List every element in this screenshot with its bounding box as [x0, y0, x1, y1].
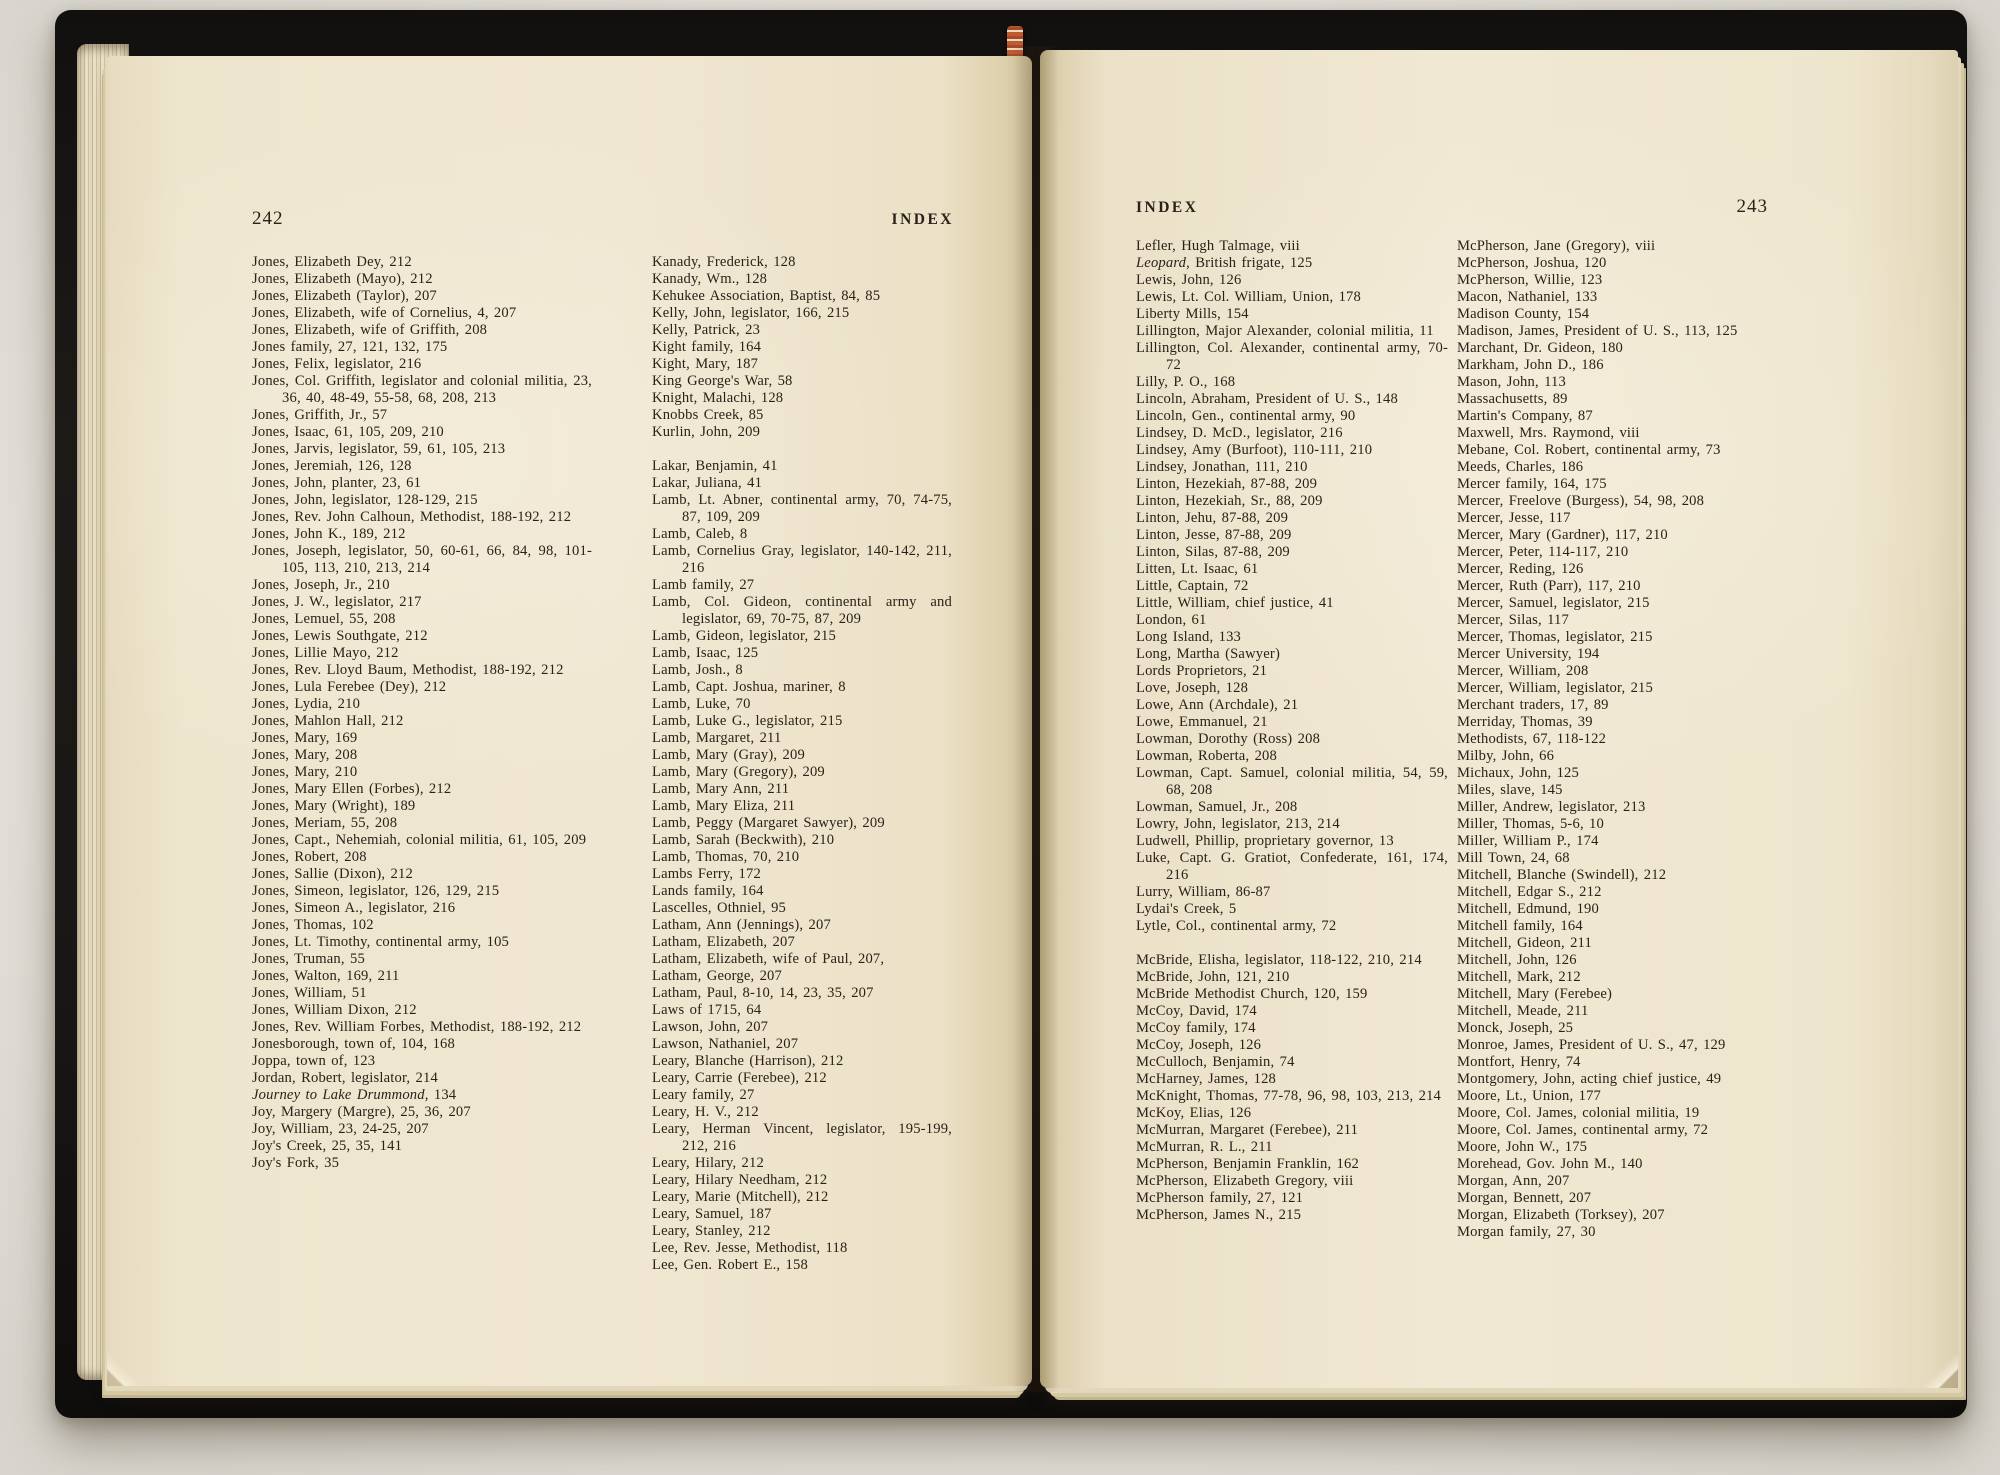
index-entry: Mercer, Peter, 114-117, 210 [1457, 544, 1629, 560]
index-entry: Jones, Lt. Timothy, continental army, 105 [252, 934, 510, 950]
index-entry: Jones, John, planter, 23, 61 [252, 475, 422, 491]
index-entry: Jones, Truman, 55 [252, 951, 365, 967]
index-entry: Lamb, Lt. Abner, continental army, 70, 74-75, 87, 109, 209 [652, 492, 952, 525]
index-entry: Joy's Fork, 35 [252, 1155, 340, 1171]
index-entry: Mercer, William, 208 [1457, 663, 1589, 679]
index-entry: McKoy, Elias, 126 [1136, 1105, 1252, 1121]
index-entry: Mercer, Samuel, legislator, 215 [1457, 595, 1650, 611]
index-entry: Jones, Sallie (Dixon), 212 [252, 866, 413, 882]
index-entry: Lawson, Nathaniel, 207 [652, 1036, 799, 1052]
index-entry: Mercer, Reding, 126 [1457, 561, 1584, 577]
index-entry: Leary, Carrie (Ferebee), 212 [652, 1070, 827, 1086]
index-entry: Lamb, Cornelius Gray, legislator, 140-142, 211, 216 [652, 543, 952, 576]
index-entry: McPherson, James N., 215 [1136, 1207, 1302, 1223]
index-entry: Leary, H. V., 212 [652, 1104, 759, 1120]
index-entry: Meeds, Charles, 186 [1457, 459, 1584, 475]
index-entry: Leary, Samuel, 187 [652, 1206, 772, 1222]
index-entry: Leary, Hilary Needham, 212 [652, 1172, 828, 1188]
index-entry: Lamb, Capt. Joshua, mariner, 8 [652, 679, 846, 695]
index-entry: Jones, Felix, legislator, 216 [252, 356, 422, 372]
index-entry: Jones, Thomas, 102 [252, 917, 374, 933]
index-entry: Mitchell, Blanche (Swindell), 212 [1457, 867, 1667, 883]
index-entry: Joy, William, 23, 24-25, 207 [252, 1121, 429, 1137]
index-entry: Kurlin, John, 209 [652, 424, 761, 440]
index-entry: Mitchell, Meade, 211 [1457, 1003, 1589, 1019]
index-entry: Leopard, British frigate, 125 [1136, 255, 1313, 271]
page-number-right: 243 [1736, 196, 1768, 217]
index-entry: Kanady, Frederick, 128 [652, 254, 796, 270]
index-entry: Lamb, Luke G., legislator, 215 [652, 713, 843, 729]
index-entry: Jones, Walton, 169, 211 [252, 968, 400, 984]
index-entry: Mercer, Mary (Gardner), 117, 210 [1457, 527, 1668, 543]
index-entry: Lamb, Caleb, 8 [652, 526, 748, 542]
index-entry: Long Island, 133 [1136, 629, 1242, 645]
index-title-right: INDEX [1136, 199, 1199, 216]
index-entry: Macon, Nathaniel, 133 [1457, 289, 1598, 305]
running-head-left [252, 208, 954, 230]
left-page [107, 56, 1032, 1386]
page-number-left: 242 [252, 208, 284, 229]
index-entry: Jones, Lewis Southgate, 212 [252, 628, 428, 644]
index-entry: Jordan, Robert, legislator, 214 [252, 1070, 438, 1086]
index-entry: Love, Joseph, 128 [1136, 680, 1249, 696]
index-entry: Jones, Mary, 208 [252, 747, 358, 763]
index-entry: McHarney, James, 128 [1136, 1071, 1277, 1087]
index-entry: Mercer, William, legislator, 215 [1457, 680, 1654, 696]
index-entry: Mason, John, 113 [1457, 374, 1566, 390]
index-entry: Jones, John K., 189, 212 [252, 526, 406, 542]
index-entry: Lamb, Sarah (Beckwith), 210 [652, 832, 835, 848]
index-entry: McPherson, Willie, 123 [1457, 272, 1603, 288]
index-entry: Lamb, Thomas, 70, 210 [652, 849, 800, 865]
index-entry: Leary, Stanley, 212 [652, 1223, 771, 1239]
index-entry: Mercer, Silas, 117 [1457, 612, 1569, 628]
index-entry: Knight, Malachi, 128 [652, 390, 784, 406]
index-entry: Miller, William P., 174 [1457, 833, 1599, 849]
index-entry: Merriday, Thomas, 39 [1457, 714, 1593, 730]
index-entry: Linton, Hezekiah, 87-88, 209 [1136, 476, 1318, 492]
index-entry: Kelly, John, legislator, 166, 215 [652, 305, 850, 321]
index-entry: Leary family, 27 [652, 1087, 755, 1103]
index-entry: Lewis, Lt. Col. William, Union, 178 [1136, 289, 1361, 305]
index-entry: Jones, Isaac, 61, 105, 209, 210 [252, 424, 444, 440]
index-entry: Jones, Elizabeth, wife of Cornelius, 4, 207 [252, 305, 517, 321]
index-entry: Jones, Elizabeth Dey, 212 [252, 254, 412, 270]
index-entry: Linton, Hezekiah, Sr., 88, 209 [1136, 493, 1323, 509]
index-entry: Mitchell, Mary (Ferebee) [1457, 986, 1613, 1002]
index-entry: McBride, John, 121, 210 [1136, 969, 1290, 985]
index-entry: Lilly, P. O., 168 [1136, 374, 1236, 390]
index-entry: Mitchell, Gideon, 211 [1457, 935, 1592, 951]
index-entry: Maxwell, Mrs. Raymond, viii [1457, 425, 1640, 441]
index-entry: Latham, Elizabeth, wife of Paul, 207, [652, 951, 885, 967]
index-entry: Kight, Mary, 187 [652, 356, 759, 372]
index-entry: Lillington, Col. Alexander, continental army, 70-72 [1136, 340, 1448, 373]
index-entry: McPherson family, 27, 121 [1136, 1190, 1304, 1206]
index-entry: Madison County, 154 [1457, 306, 1590, 322]
index-entry: Joy, Margery (Margre), 25, 36, 207 [252, 1104, 471, 1120]
index-entry: Mitchell, Edmund, 190 [1457, 901, 1599, 917]
index-entry: Lamb family, 27 [652, 577, 755, 593]
index-entry: Mercer, Jesse, 117 [1457, 510, 1571, 526]
index-entry: Linton, Jesse, 87-88, 209 [1136, 527, 1292, 543]
index-entry: Little, Captain, 72 [1136, 578, 1249, 594]
index-entry: Jones, Elizabeth (Taylor), 207 [252, 288, 437, 304]
book [55, 10, 1967, 1418]
index-entry: Lamb, Mary Eliza, 211 [652, 798, 796, 814]
index-entry: Litten, Lt. Isaac, 61 [1136, 561, 1259, 577]
index-entry: Mitchell, Edgar S., 212 [1457, 884, 1602, 900]
index-entry: Leary, Blanche (Harrison), 212 [652, 1053, 844, 1069]
index-column-4 [1457, 238, 1762, 1241]
index-entry: Kanady, Wm., 128 [652, 271, 768, 287]
index-entry: Latham, George, 207 [652, 968, 782, 984]
index-entry: McCulloch, Benjamin, 74 [1136, 1054, 1295, 1070]
index-entry: Lamb, Mary Ann, 211 [652, 781, 790, 797]
index-entry: Marchant, Dr. Gideon, 180 [1457, 340, 1624, 356]
index-entry: Lamb, Josh., 8 [652, 662, 743, 678]
index-entry: Joppa, town of, 123 [252, 1053, 376, 1069]
index-entry: Markham, John D., 186 [1457, 357, 1604, 373]
index-entry: Leary, Herman Vincent, legislator, 195-199, 212, 216 [652, 1121, 952, 1154]
index-entry: McCoy, Joseph, 126 [1136, 1037, 1262, 1053]
index-entry: McBride Methodist Church, 120, 159 [1136, 986, 1368, 1002]
index-entry: Jones, Jeremiah, 126, 128 [252, 458, 412, 474]
index-entry: Lawson, John, 207 [652, 1019, 769, 1035]
index-entry: Lee, Rev. Jesse, Methodist, 118 [652, 1240, 848, 1256]
index-entry: Martin's Company, 87 [1457, 408, 1593, 424]
index-entry: Jones, Meriam, 55, 208 [252, 815, 398, 831]
index-entry: Jones, Capt., Nehemiah, colonial militia, 61, 105, 209 [252, 832, 587, 848]
index-entry: Mebane, Col. Robert, continental army, 73 [1457, 442, 1721, 458]
index-entry: Monroe, James, President of U. S., 47, 129 [1457, 1037, 1726, 1053]
index-entry: Jones, Jarvis, legislator, 59, 61, 105, 213 [252, 441, 506, 457]
index-entry: Jones, J. W., legislator, 217 [252, 594, 422, 610]
index-entry: Lowman, Samuel, Jr., 208 [1136, 799, 1298, 815]
index-entry: Lillington, Major Alexander, colonial militia, 11 [1136, 323, 1434, 339]
index-entry: Lefler, Hugh Talmage, viii [1136, 238, 1300, 254]
index-entry: Morgan, Bennett, 207 [1457, 1190, 1592, 1206]
index-entry: Lowman, Dorothy (Ross) 208 [1136, 731, 1321, 747]
index-entry: Jones, Robert, 208 [252, 849, 367, 865]
page-corner-curl [107, 1352, 141, 1386]
index-entry: Monck, Joseph, 25 [1457, 1020, 1574, 1036]
index-entry: Lytle, Col., continental army, 72 [1136, 918, 1337, 934]
index-entry: McPherson, Benjamin Franklin, 162 [1136, 1156, 1359, 1172]
index-entry: Moore, Col. James, colonial militia, 19 [1457, 1105, 1700, 1121]
index-entry: Morgan family, 27, 30 [1457, 1224, 1596, 1240]
index-entry: McPherson, Jane (Gregory), viii [1457, 238, 1656, 254]
index-entry: Morgan, Ann, 207 [1457, 1173, 1570, 1189]
index-entry: Mitchell, Mark, 212 [1457, 969, 1581, 985]
index-entry: Jones, Lula Ferebee (Dey), 212 [252, 679, 447, 695]
index-entry: McBride, Elisha, legislator, 118-122, 210, 214 [1136, 952, 1422, 968]
index-entry: Lamb, Luke, 70 [652, 696, 751, 712]
index-entry: McPherson, Elizabeth Gregory, viii [1136, 1173, 1354, 1189]
index-entry: Jones, William Dixon, 212 [252, 1002, 417, 1018]
index-entry: Jones family, 27, 121, 132, 175 [252, 339, 448, 355]
index-entry: Mill Town, 24, 68 [1457, 850, 1570, 866]
index-entry: Jones, Mary, 210 [252, 764, 358, 780]
index-entry: Jones, Mary (Wright), 189 [252, 798, 416, 814]
index-entry: Lamb, Mary (Gregory), 209 [652, 764, 825, 780]
index-entry: Jones, Joseph, Jr., 210 [252, 577, 390, 593]
index-entry: Ludwell, Phillip, proprietary governor, 13 [1136, 833, 1394, 849]
index-entry: Lowry, John, legislator, 213, 214 [1136, 816, 1340, 832]
index-entry: Lamb, Peggy (Margaret Sawyer), 209 [652, 815, 885, 831]
index-column-3 [1136, 238, 1448, 1224]
index-entry: Lamb, Col. Gideon, continental army and legislator, 69, 70-75, 87, 209 [652, 594, 952, 627]
right-page [1040, 50, 1958, 1388]
index-entry: McMurran, R. L., 211 [1136, 1139, 1273, 1155]
index-entry: Lamb, Mary (Gray), 209 [652, 747, 805, 763]
index-entry: King George's War, 58 [652, 373, 793, 389]
index-entry: Lowe, Ann (Archdale), 21 [1136, 697, 1299, 713]
index-entry: McCoy family, 174 [1136, 1020, 1256, 1036]
index-entry: Lurry, William, 86-87 [1136, 884, 1271, 900]
index-entry: Michaux, John, 125 [1457, 765, 1580, 781]
index-entry: Moore, John W., 175 [1457, 1139, 1588, 1155]
index-entry: Mercer family, 164, 175 [1457, 476, 1607, 492]
index-entry: Laws of 1715, 64 [652, 1002, 762, 1018]
index-entry: Madison, James, President of U. S., 113, 125 [1457, 323, 1738, 339]
index-entry: Jones, Rev. John Calhoun, Methodist, 188-192, 212 [252, 509, 572, 525]
index-entry: Miles, slave, 145 [1457, 782, 1563, 798]
index-entry: Miller, Andrew, legislator, 213 [1457, 799, 1646, 815]
index-entry: Lambs Ferry, 172 [652, 866, 761, 882]
index-entry: Jones, Mahlon Hall, 212 [252, 713, 404, 729]
index-entry: Leary, Hilary, 212 [652, 1155, 764, 1171]
index-entry: Methodists, 67, 118-122 [1457, 731, 1607, 747]
index-entry: Jones, Simeon A., legislator, 216 [252, 900, 456, 916]
index-entry: Lords Proprietors, 21 [1136, 663, 1268, 679]
index-entry: Massachusetts, 89 [1457, 391, 1568, 407]
index-entry: Lamb, Isaac, 125 [652, 645, 759, 661]
index-entry: Kelly, Patrick, 23 [652, 322, 761, 338]
index-entry: Jones, Elizabeth, wife of Griffith, 208 [252, 322, 488, 338]
index-entry: Lincoln, Gen., continental army, 90 [1136, 408, 1356, 424]
index-column-1 [252, 254, 592, 1172]
index-entry: Latham, Paul, 8-10, 14, 23, 35, 207 [652, 985, 874, 1001]
index-entry: Jones, Col. Griffith, legislator and colonial militia, 23, 36, 40, 48-49, 55-58, 68, 208, 213 [252, 373, 592, 406]
index-entry: Leary, Marie (Mitchell), 212 [652, 1189, 829, 1205]
index-entry: Lands family, 164 [652, 883, 764, 899]
index-entry: Knobbs Creek, 85 [652, 407, 764, 423]
index-entry: Long, Martha (Sawyer) [1136, 646, 1280, 662]
index-entry: Montgomery, John, acting chief justice, 49 [1457, 1071, 1722, 1087]
index-entry: Milby, John, 66 [1457, 748, 1555, 764]
index-entry: Jones, Lemuel, 55, 208 [252, 611, 396, 627]
index-entry: McCoy, David, 174 [1136, 1003, 1257, 1019]
page-corner-curl [1924, 1354, 1958, 1388]
index-entry: Jones, Mary Ellen (Forbes), 212 [252, 781, 452, 797]
index-entry: Miller, Thomas, 5-6, 10 [1457, 816, 1604, 832]
index-entry: Lakar, Juliana, 41 [652, 475, 763, 491]
index-entry: McMurran, Margaret (Ferebee), 211 [1136, 1122, 1359, 1138]
index-entry: Jonesborough, town of, 104, 168 [252, 1036, 456, 1052]
index-entry: Mercer, Thomas, legislator, 215 [1457, 629, 1653, 645]
index-entry: Mercer University, 194 [1457, 646, 1600, 662]
index-entry: Lydai's Creek, 5 [1136, 901, 1237, 917]
index-entry: Kight family, 164 [652, 339, 762, 355]
index-entry: Liberty Mills, 154 [1136, 306, 1249, 322]
index-entry: Moore, Lt., Union, 177 [1457, 1088, 1602, 1104]
index-entry: Latham, Ann (Jennings), 207 [652, 917, 831, 933]
index-column-2 [652, 254, 952, 1274]
index-entry: Jones, Joseph, legislator, 50, 60-61, 66, 84, 98, 101-105, 113, 210, 213, 214 [252, 543, 592, 576]
index-entry: Mercer, Freelove (Burgess), 54, 98, 208 [1457, 493, 1705, 509]
running-head-right [1136, 196, 1768, 218]
index-entry: Jones, Rev. William Forbes, Methodist, 188-192, 212 [252, 1019, 582, 1035]
index-title-left: INDEX [891, 211, 954, 228]
index-entry: Lewis, John, 126 [1136, 272, 1242, 288]
index-entry: Lamb, Margaret, 211 [652, 730, 782, 746]
index-entry: Montfort, Henry, 74 [1457, 1054, 1581, 1070]
index-entry: Lakar, Benjamin, 41 [652, 458, 778, 474]
index-entry: Mitchell family, 164 [1457, 918, 1583, 934]
index-entry: Journey to Lake Drummond, 134 [252, 1087, 457, 1103]
index-entry: Moore, Col. James, continental army, 72 [1457, 1122, 1709, 1138]
index-entry: Little, William, chief justice, 41 [1136, 595, 1334, 611]
index-entry: Morgan, Elizabeth (Torksey), 207 [1457, 1207, 1665, 1223]
index-entry: McPherson, Joshua, 120 [1457, 255, 1607, 271]
index-entry: Morehead, Gov. John M., 140 [1457, 1156, 1643, 1172]
index-entry: Merchant traders, 17, 89 [1457, 697, 1609, 713]
index-entry: McKnight, Thomas, 77-78, 96, 98, 103, 213, 214 [1136, 1088, 1442, 1104]
index-entry: Jones, Simeon, legislator, 126, 129, 215 [252, 883, 500, 899]
index-entry: Lascelles, Othniel, 95 [652, 900, 787, 916]
index-entry: Linton, Silas, 87-88, 209 [1136, 544, 1290, 560]
index-entry: Jones, William, 51 [252, 985, 367, 1001]
index-entry: Lindsey, Jonathan, 111, 210 [1136, 459, 1308, 475]
index-entry: Jones, John, legislator, 128-129, 215 [252, 492, 478, 508]
index-entry: Jones, Lillie Mayo, 212 [252, 645, 399, 661]
index-entry: Lee, Gen. Robert E., 158 [652, 1257, 808, 1273]
index-entry: Jones, Mary, 169 [252, 730, 358, 746]
index-entry: Jones, Lydia, 210 [252, 696, 361, 712]
index-entry: Mercer, Ruth (Parr), 117, 210 [1457, 578, 1641, 594]
index-entry: Jones, Griffith, Jr., 57 [252, 407, 388, 423]
index-entry: Lowman, Capt. Samuel, colonial militia, 54, 59, 68, 208 [1136, 765, 1448, 798]
index-entry: Lowman, Roberta, 208 [1136, 748, 1277, 764]
index-entry: Mitchell, John, 126 [1457, 952, 1577, 968]
index-entry: Luke, Capt. G. Gratiot, Confederate, 161, 174, 216 [1136, 850, 1448, 883]
index-entry: Lindsey, Amy (Burfoot), 110-111, 210 [1136, 442, 1373, 458]
index-entry: Jones, Rev. Lloyd Baum, Methodist, 188-192, 212 [252, 662, 564, 678]
index-entry: Latham, Elizabeth, 207 [652, 934, 795, 950]
index-entry: London, 61 [1136, 612, 1207, 628]
index-entry: Kehukee Association, Baptist, 84, 85 [652, 288, 881, 304]
index-entry: Lindsey, D. McD., legislator, 216 [1136, 425, 1343, 441]
index-entry: Lincoln, Abraham, President of U. S., 148 [1136, 391, 1398, 407]
index-entry: Jones, Elizabeth (Mayo), 212 [252, 271, 433, 287]
index-entry: Lowe, Emmanuel, 21 [1136, 714, 1268, 730]
index-entry: Lamb, Gideon, legislator, 215 [652, 628, 836, 644]
index-entry: Linton, Jehu, 87-88, 209 [1136, 510, 1289, 526]
index-entry: Joy's Creek, 25, 35, 141 [252, 1138, 403, 1154]
